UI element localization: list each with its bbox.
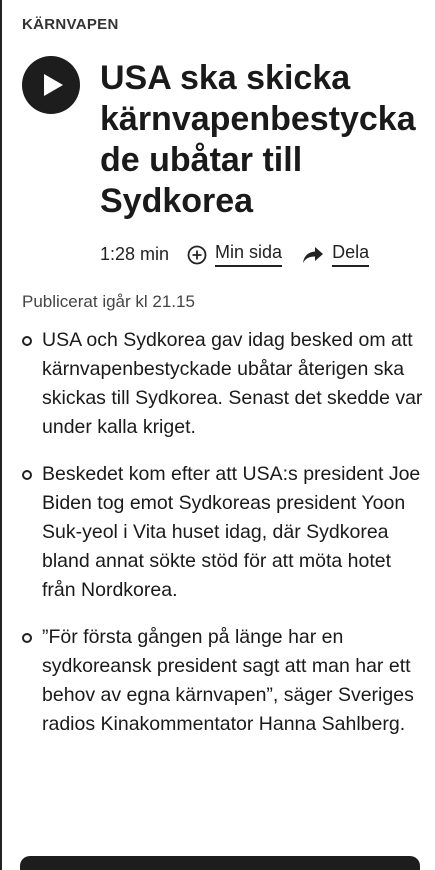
list-item	[22, 326, 427, 442]
share-arrow-icon	[302, 246, 324, 264]
play-button[interactable]	[22, 56, 80, 114]
audio-duration: 1:28 min	[100, 244, 170, 264]
list-item-text: Beskedet kom efter att USA:s president Joe Biden tog emot Sydkoreas president Yoon Suk-yeol i Vita huset idag, där Sydkorea bland annat sökte stöd för att möta hotet från Nordkorea.	[42, 463, 421, 601]
add-to-my-page-button[interactable]	[187, 242, 282, 267]
list-item	[22, 623, 427, 739]
plus-circle-icon	[187, 245, 207, 265]
share-label: Dela	[332, 242, 369, 267]
published-timestamp: Publicerat igår kl 21.15	[22, 292, 195, 311]
list-item-text: USA och Sydkorea gav idag besked om att kärnvapenbestyckade ubåtar återigen ska skickas till Sydkorea. Senast det skedde var under kalla kriget.	[42, 329, 423, 438]
bottom-player-bar[interactable]	[20, 856, 420, 870]
list-item	[22, 460, 427, 605]
list-item-text: ”För första gången på länge har en sydkoreansk president sagt att man har ett behov av egna kärnvapen”, säger Sveriges radios Kinakommentator Hanna Sahlberg.	[42, 626, 414, 735]
bullet-circle-icon	[22, 470, 32, 480]
category-label[interactable]: KÄRNVAPEN	[22, 16, 119, 33]
summary-list	[22, 326, 427, 757]
my-page-label: Min sida	[215, 242, 282, 267]
article-headline: USA ska skicka kärnvapenbestycka de ubåtar till Sydkorea	[100, 59, 416, 220]
bullet-circle-icon	[22, 633, 32, 643]
article-meta	[100, 242, 389, 267]
play-icon	[42, 73, 64, 97]
bullet-circle-icon	[22, 336, 32, 346]
share-button[interactable]	[302, 242, 369, 267]
